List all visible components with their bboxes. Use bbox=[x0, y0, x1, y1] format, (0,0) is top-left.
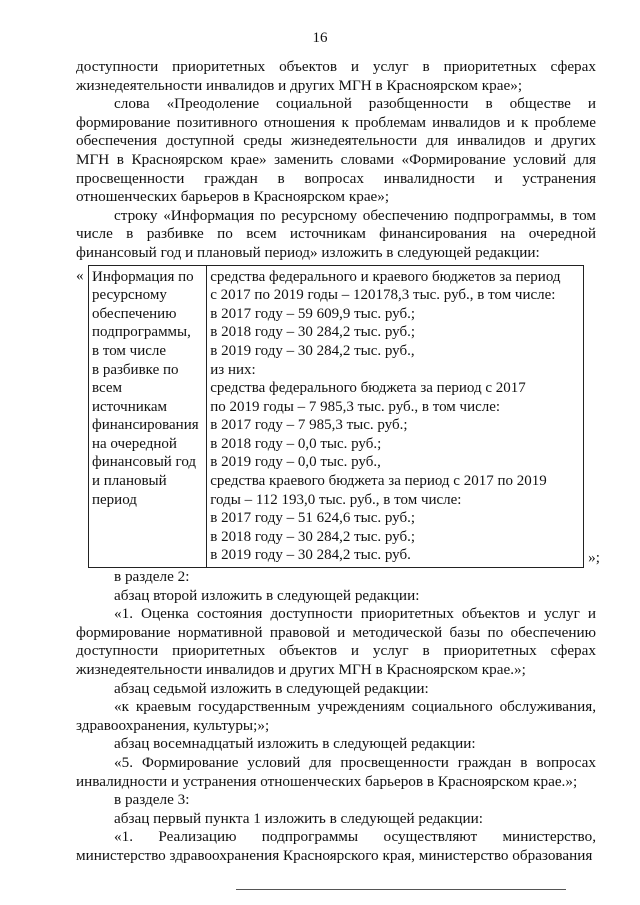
value-line: в 2018 году – 30 284,2 тыс. руб.; bbox=[210, 324, 416, 341]
intro-line-1: доступности приоритетных объектов и услуг в приоритетных сферах bbox=[76, 58, 596, 75]
label-line: в разбивке по bbox=[92, 361, 179, 378]
table-row bbox=[89, 265, 584, 568]
label-line: ресурсному bbox=[92, 287, 167, 304]
bottom-divider bbox=[236, 889, 566, 890]
value-line: в 2019 году – 30 284,2 тыс. руб., bbox=[210, 342, 415, 359]
value-line: в 2019 году – 30 284,2 тыс. руб. bbox=[210, 547, 411, 564]
resource-table-block bbox=[76, 265, 600, 569]
value-line: в 2017 году – 51 624,6 тыс. руб.; bbox=[210, 510, 416, 527]
table-cell-value bbox=[207, 265, 584, 568]
label-line: финансирования bbox=[92, 417, 199, 434]
section-2-para-18-text: «5. Формирование условий для просвещенности граждан в вопросах инвалидности и устранения отношенческих барьеров в Красноярском крае.»; bbox=[76, 753, 596, 790]
label-line: и плановый bbox=[92, 473, 167, 490]
value-line: в 2018 году – 0,0 тыс. руб.; bbox=[210, 435, 382, 452]
quote-close: »; bbox=[588, 549, 600, 567]
section-2-para-18-intro: абзац восемнадцатый изложить в следующей редакции: bbox=[114, 735, 476, 753]
section-3-para-1-text: «1. Реализацию подпрограммы осуществляют министерство, министерство здравоохранения Красноярского края, министерство образования bbox=[76, 828, 596, 864]
quote-open: « bbox=[76, 266, 84, 284]
document-body bbox=[76, 58, 600, 866]
label-line: финансовый год bbox=[92, 454, 197, 471]
page-number: 16 bbox=[312, 30, 328, 46]
section-2-para-7-intro: абзац седьмой изложить в следующей редакции: bbox=[114, 679, 429, 697]
value-line: в 2018 году – 30 284,2 тыс. руб.; bbox=[210, 528, 416, 545]
value-line: в 2017 году – 59 609,9 тыс. руб.; bbox=[210, 305, 416, 322]
label-line: период bbox=[92, 491, 137, 508]
label-line: Информация по bbox=[92, 268, 194, 285]
value-line: средства федерального и краевого бюджетов за период bbox=[210, 268, 561, 285]
value-line: средства федерального бюджета за период с 2017 bbox=[210, 380, 526, 397]
row-paragraph: строку «Информация по ресурсному обеспечению подпрограммы, в том числе в разбивке по всем источникам финансирования на очередной финансовый год и плановый период» изложить в следующей редакции: bbox=[76, 206, 596, 261]
section-3-para-1-intro: абзац первый пункта 1 изложить в следующей редакции: bbox=[114, 809, 484, 827]
value-line: в 2017 году – 7 985,3 тыс. руб.; bbox=[210, 417, 408, 434]
section-2-para-7-text: «к краевым государственным учреждениям социального обслуживания, здравоохранения, культуры;»; bbox=[76, 698, 596, 734]
label-line: в том числе bbox=[92, 342, 167, 359]
value-line: годы – 112 193,0 тыс. руб., в том числе: bbox=[210, 491, 462, 508]
resource-table bbox=[88, 265, 584, 569]
value-line: по 2019 годы – 7 985,3 тыс. руб., в том числе: bbox=[210, 398, 501, 415]
replace-paragraph: слова «Преодоление социальной разобщенности в обществе и формирование позитивного отношения к проблемам инвалидов и к проблеме обеспечения доступной среды жизнедеятельности для инвалидов и других МГН в Красноярском крае» заменить словами «Формирование условий для просвещенности граждан в вопросах инвалидности и устранения отношенческих барьеров в Красноярском крае»; bbox=[76, 95, 596, 206]
label-line: обеспечению bbox=[92, 305, 177, 322]
value-line: с 2017 по 2019 годы – 120178,3 тыс. руб., в том числе: bbox=[210, 287, 556, 304]
value-line: из них: bbox=[210, 361, 256, 378]
section-3-heading: в разделе 3: bbox=[114, 791, 190, 809]
section-2-heading: в разделе 2: bbox=[114, 568, 190, 586]
label-line: подпрограммы, bbox=[92, 324, 191, 341]
value-line: в 2019 году – 0,0 тыс. руб., bbox=[210, 454, 381, 471]
intro-line-2: жизнедеятельности инвалидов и других МГН в Красноярском крае»; bbox=[76, 76, 523, 94]
label-line: всем bbox=[92, 380, 122, 397]
section-2-para-2-intro: абзац второй изложить в следующей редакции: bbox=[114, 586, 420, 604]
label-line: на очередной bbox=[92, 435, 177, 452]
label-line: источникам bbox=[92, 398, 167, 415]
value-line: средства краевого бюджета за период с 2017 по 2019 bbox=[210, 473, 547, 490]
section-2-para-2-text: «1. Оценка состояния доступности приоритетных объектов и услуг и формирование нормативной правовой и методической базы по обеспечению доступности приоритетных объектов и услуг в приоритетных сферах жизнедеятельности инвалидов и других МГН в Красноярском крае.»; bbox=[76, 605, 596, 678]
table-cell-label bbox=[89, 265, 207, 568]
